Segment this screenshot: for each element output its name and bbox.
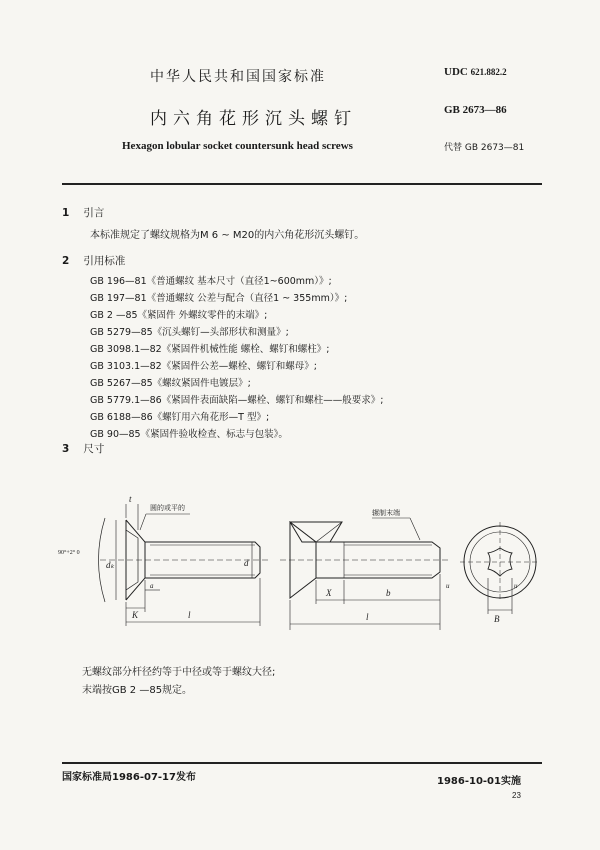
issue-date: 国家标准局1986-07-17发布 — [62, 772, 196, 783]
section-title: 引言 — [83, 207, 105, 219]
header-divider — [62, 183, 542, 185]
udc-number: 621.882.2 — [470, 67, 507, 77]
section-2-heading — [62, 253, 125, 268]
section-1-heading — [62, 205, 104, 220]
note-end-spec: 末端按GB 2 —85规定。 — [82, 685, 193, 696]
section-number: 1 — [62, 207, 70, 219]
udc-label: UDC — [444, 66, 468, 78]
section-3-heading — [62, 441, 104, 456]
effective-date: 1986-10-01实施 — [437, 776, 521, 787]
issuing-country-title: 中华人民共和国国家标准 — [150, 69, 326, 85]
section-title: 引用标准 — [83, 255, 126, 267]
reference-item: GB 5779.1—86《紧固件表面缺陷—螺栓、螺钉和螺柱——般要求》; — [90, 395, 384, 406]
t-label: t — [129, 494, 132, 504]
b-label: b — [386, 588, 391, 598]
end-view — [460, 522, 540, 614]
dk-label: dₖ — [106, 560, 115, 570]
l-label: l — [188, 610, 191, 620]
a-label: a — [150, 582, 154, 590]
section-number: 2 — [62, 255, 70, 267]
replaces-note: 代替 GB 2673—81 — [444, 143, 525, 153]
udc-code — [444, 66, 507, 78]
reference-item: GB 196—81《普通螺纹 基本尺寸（直径1~600mm）》; — [90, 276, 332, 287]
middle-screw-view — [280, 518, 450, 630]
reference-item: GB 5267—85《螺纹紧固件电镀层》; — [90, 378, 251, 389]
gb-number: GB 2673—86 — [444, 104, 507, 116]
b-end-label: B — [494, 614, 500, 624]
screw-dimension-drawing — [0, 490, 600, 640]
standard-title-en: Hexagon lobular socket countersunk head screws — [122, 140, 353, 152]
d-label: d — [244, 558, 249, 568]
reference-item: GB 3103.1—82《紧固件公差—螺栓、螺钉和螺母》; — [90, 361, 317, 372]
u-end-label: u — [514, 582, 518, 590]
page-number: 23 — [512, 791, 521, 800]
reference-item: GB 3098.1—82《紧固件机械性能 螺栓、螺钉和螺柱》; — [90, 344, 330, 355]
reference-list — [90, 273, 383, 443]
countersink-angle-label: 90°+2° 0 — [58, 550, 80, 556]
middle-head-cone-right — [316, 522, 342, 542]
l2-label: l — [366, 612, 369, 622]
rounded-leader — [140, 514, 146, 530]
note-unthreaded-shank: 无螺纹部分杆径约等于中径或等于螺纹大径; — [82, 667, 276, 678]
footer-divider — [62, 762, 542, 764]
reference-item: GB 6188—86《螺钉用六角花形—T 型》; — [90, 412, 270, 423]
reference-item: GB 5279—85《沉头螺钉—头部形状和测量》; — [90, 327, 289, 338]
x-label: X — [326, 588, 332, 598]
standard-title-cn: 内六角花形沉头螺钉 — [150, 109, 357, 129]
rolled-end-leader — [410, 518, 420, 540]
reference-item: GB 90—85《紧固件验收检查、标志与包装》。 — [90, 429, 288, 440]
middle-head-outline — [290, 522, 342, 542]
reference-item: GB 2 —85《紧固件 外螺纹零件的末端》; — [90, 310, 268, 321]
rounded-or-flat-label: 圆的或平的 — [150, 504, 185, 512]
reference-item: GB 197—81《普通螺纹 公差与配合（直径1 ~ 355mm）》; — [90, 293, 348, 304]
u-label: u — [446, 582, 450, 590]
section-number: 3 — [62, 443, 70, 455]
rolled-end-label: 辗制末端 — [372, 509, 400, 517]
section-title: 尺寸 — [83, 443, 105, 455]
section-1-body: 本标准规定了螺纹规格为M 6 ~ M20的内六角花形沉头螺钉。 — [90, 230, 365, 241]
k-label: K — [132, 610, 139, 620]
